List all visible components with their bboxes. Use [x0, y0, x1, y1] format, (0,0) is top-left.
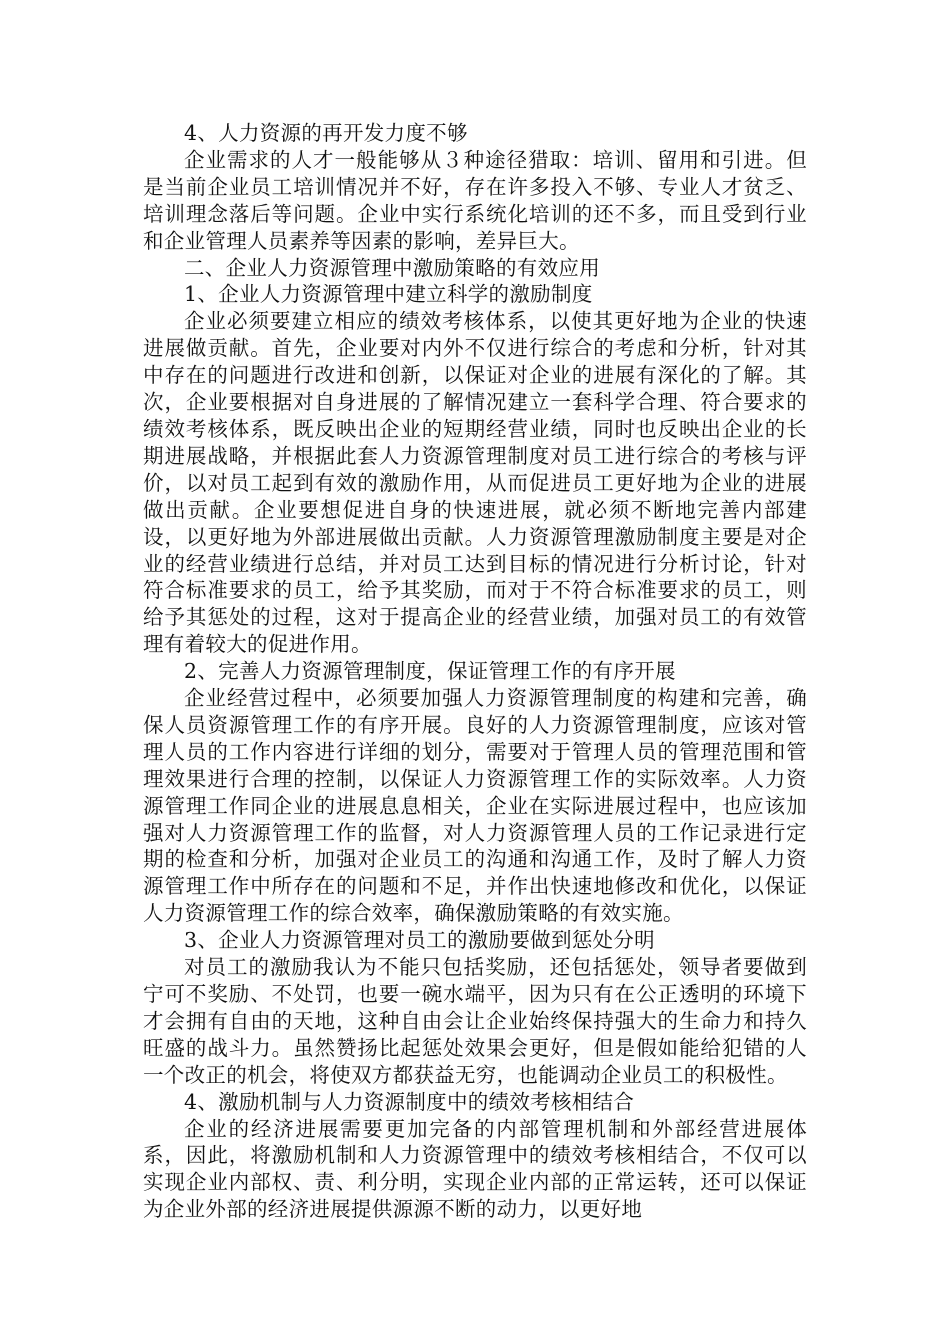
section-heading-reward-punishment: 3、企业人力资源管理对员工的激励要做到惩处分明 — [184, 928, 655, 953]
section-heading-reuse-intensity: 4、人力资源的再开发力度不够 — [184, 121, 468, 145]
paragraph-reward-punishment: 对员工的激励我认为不能只包括奖励，还包括惩处，领导者要做到宁可不奖励、不处罚，也要一碗水端平，因为只有在公正透明的环境下才会拥有自由的天地，这种自由会让企业始终保持强大的生命力和持久旺盛的战斗力。虽然赞扬比起惩处效果会更好，但是假如能给犯错的人一个改正的机会，将使双方都获益无穷，也能调动企业员工的积极性。 — [143, 955, 807, 1087]
paragraph-performance-appraisal: 企业必须要建立相应的绩效考核体系，以使其更好地为企业的快速进展做贡献。首先，企业要对内外不仅进行综合的考虑和分析，针对其中存在的问题进行改进和创新，以保证对企业的进展有深化的了解。其次，企业要根据对自身进展的了解情况建立一套科学合理、符合要求的绩效考核体系，既反映出企业的短期经营业绩，同时也反映出企业的长期进展战略，并根据此套人力资源管理制度对员工进行综合的考核与评价，以对员工起到有效的激励作用，从而促进员工更好地为企业的进展做出贡献。企业要想促进自身的快速进展，就必须不断地完善内部建设，以更好地为外部进展做出贡献。人力资源管理激励制度主要是对企业的经营业绩进行总结，并对员工达到目标的情况进行分析讨论，针对符合标准要求的员工，给予其奖励，而对于不符合标准要求的员工，则给予其惩处的过程，这对于提高企业的经营业绩，加强对员工的有效管理有着较大的促进作用。 — [143, 309, 807, 657]
chapter-heading-incentive-strategy: 二、企业人力资源管理中激励策略的有效应用 — [184, 255, 600, 280]
section-heading-management-system: 2、完善人力资源管理制度，保证管理工作的有序开展 — [184, 659, 676, 684]
paragraph-incentive-appraisal: 企业的经济进展需要更加完备的内部管理机制和外部经营进展体系，因此，将激励机制和人力资源管理中的绩效考核相结合，不仅可以实现企业内部权、责、利分明，实现企业内部的正常运转，还可以保证为企业外部的经济进展提供源源不断的动力，以更好地 — [143, 1116, 807, 1222]
document-page — [143, 120, 807, 1223]
paragraph-training: 企业需求的人才一般能够从３种途径猎取：培训、留用和引进。但是当前企业员工培训情况并不好，存在许多投入不够、专业人才贫乏、培训理念落后等问题。企业中实行系统化培训的还不多，而且受到行业和企业管理人员素养等因素的影响，差异巨大。 — [143, 147, 807, 253]
paragraph-management-system: 企业经营过程中，必须要加强人力资源管理制度的构建和完善，确保人员资源管理工作的有序开展。良好的人力资源管理制度，应该对管理人员的工作内容进行详细的划分，需要对于管理人员的管理范围和管理效果进行合理的控制，以保证人力资源管理工作的实际效率。人力资源管理工作同企业的进展息息相关，企业在实际进展过程中，也应该加强对人力资源管理工作的监督，对人力资源管理人员的工作记录进行定期的检查和分析，加强对企业员工的沟通和沟通工作，及时了解人力资源管理工作中所存在的问题和不足，并作出快速地修改和优化，以保证人力资源管理工作的综合效率，确保激励策略的有效实施。 — [143, 686, 807, 926]
section-heading-scientific-incentive: 1、企业人力资源管理中建立科学的激励制度 — [184, 282, 593, 307]
section-heading-incentive-appraisal: 4、激励机制与人力资源制度中的绩效考核相结合 — [184, 1089, 635, 1114]
